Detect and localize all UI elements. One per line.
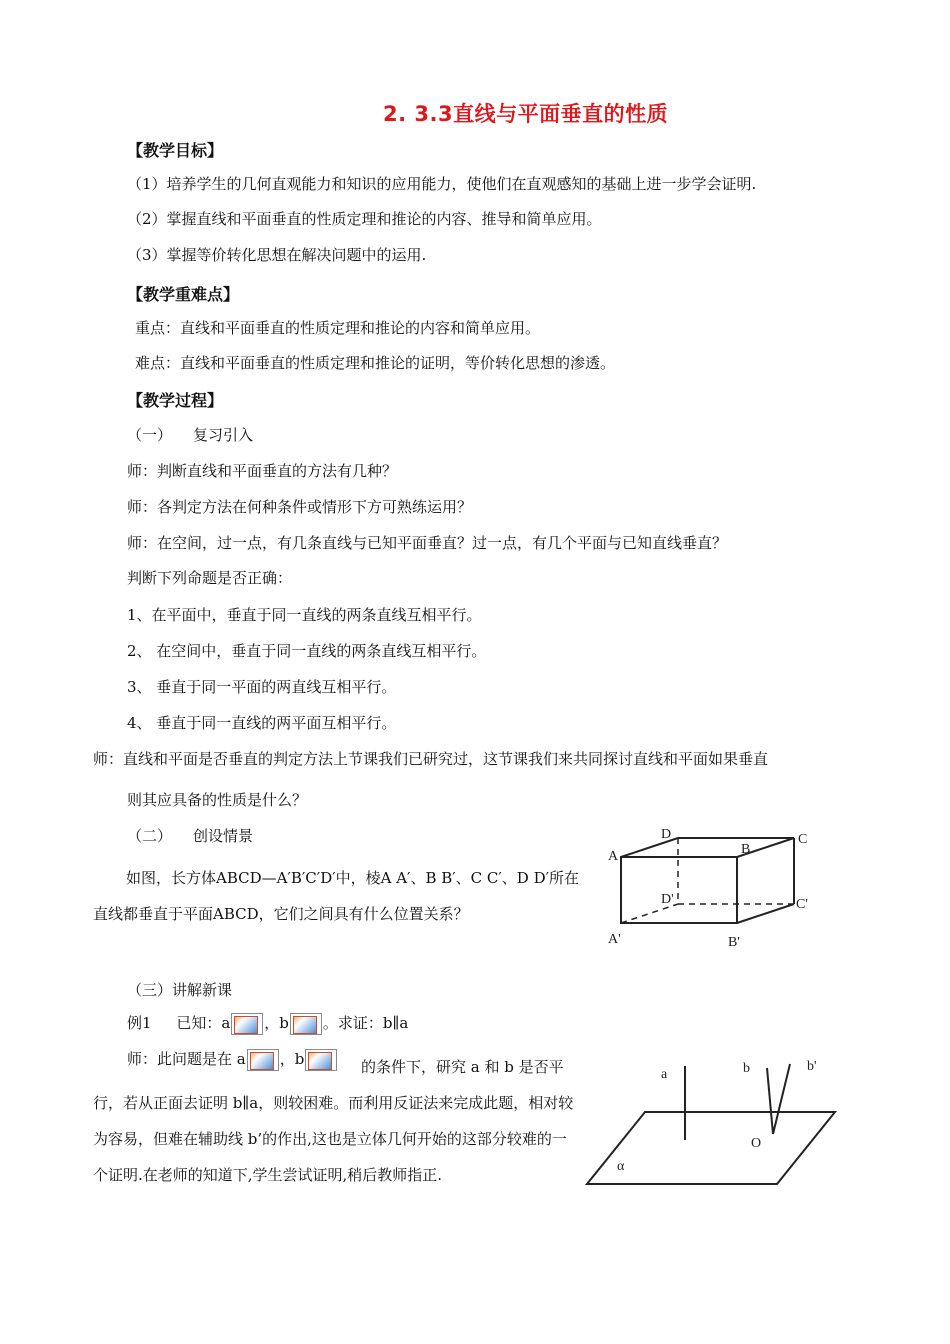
plane-figure — [585, 1052, 840, 1192]
cuboid-edge-bc-bottom — [737, 904, 794, 923]
label-b-prime: B' — [728, 935, 740, 950]
line-b — [767, 1068, 773, 1134]
example-comma: ，b — [264, 1014, 289, 1032]
proof-text-b: ，b — [279, 1050, 305, 1068]
key-heading: 【教学重难点】 — [127, 285, 240, 304]
label-d: D — [661, 827, 672, 842]
label-d-prime: D' — [661, 892, 674, 907]
part3-title: （三）讲解新课 — [127, 981, 233, 999]
label-alpha: α — [617, 1159, 625, 1174]
part1-title: 复习引入 — [193, 426, 254, 444]
goal-3: （3）掌握等价转化思想在解决问题中的运用. — [127, 246, 427, 264]
process-heading: 【教学过程】 — [127, 391, 224, 410]
part2-label: （二） — [127, 827, 173, 845]
goals-heading: 【教学目标】 — [127, 141, 224, 160]
part1-line-6: 2、 在空间中，垂直于同一直线的两条直线互相平行。 — [127, 642, 487, 660]
example-1 — [127, 1013, 408, 1035]
goal-2: （2）掌握直线和平面垂直的性质定理和推论的内容、推导和简单应用。 — [127, 210, 602, 228]
key-point-2: 难点：直线和平面垂直的性质定理和推论的证明，等价转化思想的渗透。 — [135, 354, 616, 372]
page-title: 2. 3.3直线与平面垂直的性质 — [383, 102, 669, 126]
example-known: 已知：a — [176, 1014, 231, 1032]
example-prove: 。求证：b∥a — [322, 1014, 409, 1032]
transition-line-2: 则其应具备的性质是什么？ — [127, 791, 308, 809]
key-point-1: 重点：直线和平面垂直的性质定理和推论的内容和简单应用。 — [135, 319, 541, 337]
part1-line-3: 师：在空间，过一点，有几条直线与已知平面垂直？过一点，有几个平面与已知直线垂直？ — [127, 534, 728, 552]
broken-image-icon — [293, 1016, 317, 1034]
part1-line-5: 1、在平面中，垂直于同一直线的两条直线互相平行。 — [127, 606, 482, 624]
part1-label: （一） — [127, 426, 173, 444]
label-c-prime: C' — [796, 897, 808, 912]
goal-1: （1）培养学生的几何直观能力和知识的应用能力，使他们在直观感知的基础上进一步学会证明. — [127, 175, 757, 193]
part2-title: 创设情景 — [193, 827, 254, 845]
example-label: 例1 — [127, 1014, 152, 1032]
proof-text-a: 师：此问题是在 a — [127, 1050, 246, 1068]
label-b: B — [741, 842, 751, 857]
formula-image-placeholder — [231, 1013, 263, 1035]
part1-line-4: 判断下列命题是否正确： — [127, 569, 293, 587]
label-a-prime: A' — [608, 932, 621, 947]
broken-image-icon — [234, 1016, 258, 1034]
label-point-o: O — [751, 1136, 762, 1151]
cuboid-figure — [600, 822, 830, 957]
label-c: C — [798, 832, 808, 847]
line-b-prime — [773, 1064, 790, 1134]
transition-line-1: 师：直线和平面是否垂直的判定方法上节课我们已研究过，这节课我们来共同探讨直线和平面如果垂直 — [93, 750, 769, 768]
part1-line-1: 师：判断直线和平面垂直的方法有几种？ — [127, 462, 398, 480]
label-line-a: a — [661, 1067, 668, 1082]
part1-line-7: 3、 垂直于同一平面的两直线互相平行。 — [127, 678, 397, 696]
part2-text: 如图，长方体ABCD—A′B′C′D′中，棱A A′、B B′、C C′、D D′所在直线都垂直于平面ABCD，它们之间具有什么位置关系？ — [93, 869, 580, 923]
label-line-b: b — [743, 1061, 750, 1076]
label-a: A — [608, 849, 619, 864]
part1-line-2: 师：各判定方法在何种条件或情形下方可熟练运用？ — [127, 498, 473, 516]
cuboid-front-face — [621, 857, 737, 923]
label-line-b-prime: b' — [807, 1059, 817, 1074]
formula-image-placeholder — [290, 1013, 322, 1035]
part1-line-8: 4、 垂直于同一直线的两平面互相平行。 — [127, 714, 397, 732]
proof-text: 的条件下，研究 a 和 b 是否平行，若从正面去证明 b∥a，则较困难。而利用反证法来完成此题，相对较为容易，但难在辅助线 b’的作出,这也是立体几何开始的这部分较难的一个证明.在老师的知道下,学生尝试证明,稍后教师指正. — [93, 1058, 574, 1184]
